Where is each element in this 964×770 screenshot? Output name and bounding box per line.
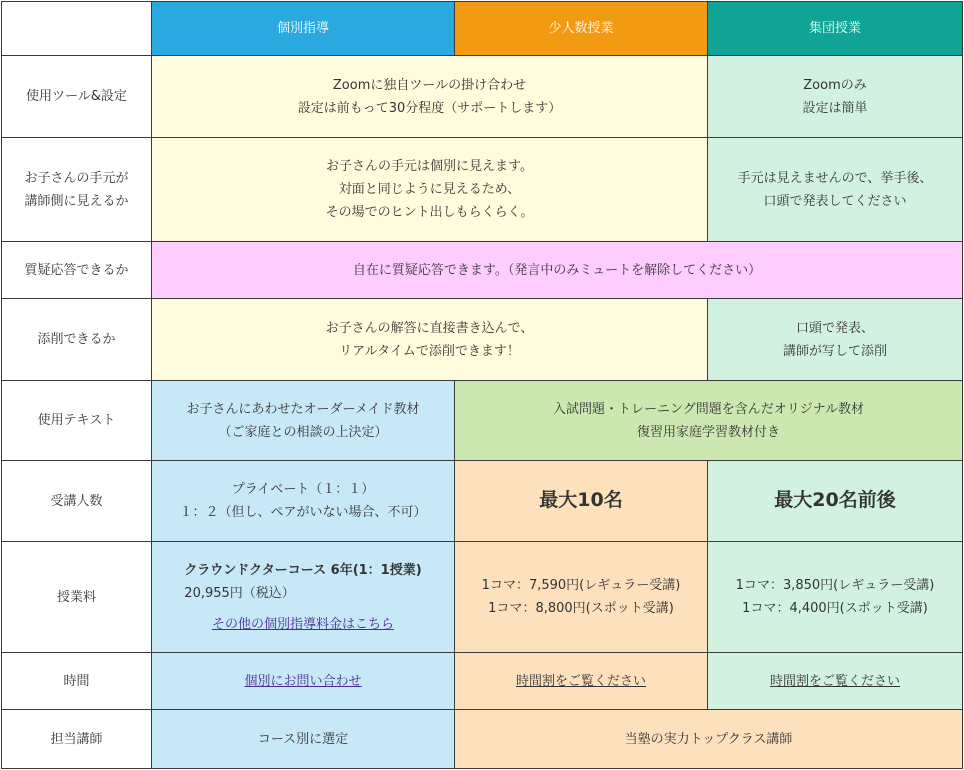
count-kobetsu-cell [152, 461, 455, 542]
text-line: お子さんの解答に直接書き込んで、 [325, 320, 534, 336]
text-line: 復習用家庭学習教材付き [636, 424, 780, 440]
comparison-table [1, 1, 963, 769]
row-label-text: 使用テキスト [2, 381, 152, 461]
row-qa [2, 242, 963, 299]
row-label-correct: 添削できるか [2, 299, 152, 381]
fee-kobetsu-cell [152, 542, 455, 653]
text-line: １：２（但し、ペアがいない場合、不可） [179, 505, 427, 520]
text-line: 設定は前もって30分程度（サポートします） [297, 100, 562, 116]
fee-shouninzu-cell [455, 542, 708, 653]
text-line: 1コマ：8,800円(スポット受講) [488, 601, 674, 616]
text-line: 講師が写して添削 [782, 343, 887, 359]
header-shudan: 集団授業 [708, 2, 963, 56]
correct-shudan-cell [708, 299, 963, 381]
tool-shared-cell [152, 56, 708, 138]
row-label-count: 受講人数 [2, 461, 152, 542]
text-line: その場でのヒント出しもらくらく。 [325, 205, 534, 220]
correct-shared-cell [152, 299, 708, 381]
row-fee [2, 542, 963, 653]
text-line: Zoomのみ [803, 77, 867, 93]
time-kobetsu-cell [152, 653, 455, 710]
header-shouninzu: 少人数授業 [455, 2, 708, 56]
timetable-link-shudan[interactable]: 時間割をご覧ください [769, 673, 900, 689]
time-shouninzu-cell [455, 653, 708, 710]
count-shouninzu-cell [455, 461, 708, 542]
count-shouninzu-value: 最大10名 [539, 488, 623, 511]
row-text [2, 381, 963, 461]
teacher-kobetsu-cell: コース別に選定 [152, 710, 455, 769]
fee-course-name: クラウンドクターコース 6年(1：1授業) [184, 562, 422, 578]
count-shudan-value: 最大20名前後 [774, 488, 896, 511]
row-label-view [2, 138, 152, 242]
row-count [2, 461, 963, 542]
text-line: 入試問題・トレーニング問題を含んだオリジナル教材 [552, 401, 865, 417]
row-label-line: お子さんの手元が [24, 170, 129, 186]
text-line: 口頭で発表、 [795, 320, 874, 336]
text-line: お子さんの手元は個別に見えます。 [326, 159, 533, 174]
fee-kobetsu-block [184, 559, 421, 605]
timetable-link-shouninzu[interactable]: 時間割をご覧ください [515, 673, 646, 689]
text-kobetsu-cell [152, 381, 455, 461]
header-kobetsu: 個別指導 [152, 2, 455, 56]
text-line: お子さんにあわせたオーダーメイド教材 [186, 401, 420, 417]
count-shudan-cell [708, 461, 963, 542]
row-time [2, 653, 963, 710]
row-label-fee: 授業料 [2, 542, 152, 653]
text-line: 口頭で発表してください [763, 193, 907, 209]
fee-shudan-cell [708, 542, 963, 653]
teacher-group-cell: 当塾の実力トップクラス講師 [455, 710, 963, 769]
text-line: 1コマ：7,590円(レギュラー受講) [481, 578, 681, 593]
view-shudan-cell [708, 138, 963, 242]
other-fees-link[interactable]: その他の個別指導料金はこちら [211, 616, 394, 632]
text-line: 手元は見えませんので、挙手後、 [737, 170, 933, 186]
text-line: 設定は簡単 [802, 100, 868, 116]
row-label-tool: 使用ツール&設定 [2, 56, 152, 138]
text-line: 1コマ：3,850円(レギュラー受講) [735, 578, 935, 593]
fee-course-price: 20,955円（税込） [184, 585, 295, 601]
text-line: Zoomに独自ツールの掛け合わせ [332, 77, 527, 93]
qa-all-cell: 自在に質疑応答できます。（発言中のみミュートを解除してください） [152, 242, 963, 299]
text-line: 対面と同じように見えるため、 [338, 182, 521, 197]
header-row [2, 2, 963, 56]
row-view [2, 138, 963, 242]
row-teacher [2, 710, 963, 769]
time-shudan-cell [708, 653, 963, 710]
row-label-time: 時間 [2, 653, 152, 710]
text-line: プライベート（１：１） [231, 482, 375, 497]
row-label-line: 講師側に見えるか [24, 193, 129, 209]
row-tool [2, 56, 963, 138]
contact-individually-link[interactable]: 個別にお問い合わせ [244, 673, 362, 689]
corner-cell [2, 2, 152, 56]
view-shared-cell [152, 138, 708, 242]
row-correct [2, 299, 963, 381]
row-label-teacher: 担当講師 [2, 710, 152, 769]
tool-shudan-cell [708, 56, 963, 138]
text-group-cell [455, 381, 963, 461]
row-label-qa: 質疑応答できるか [2, 242, 152, 299]
text-line: リアルタイムで添削できます！ [339, 343, 520, 359]
text-line: 1コマ：4,400円(スポット受講) [742, 601, 928, 616]
text-line: （ご家庭との相談の上決定） [218, 424, 388, 440]
